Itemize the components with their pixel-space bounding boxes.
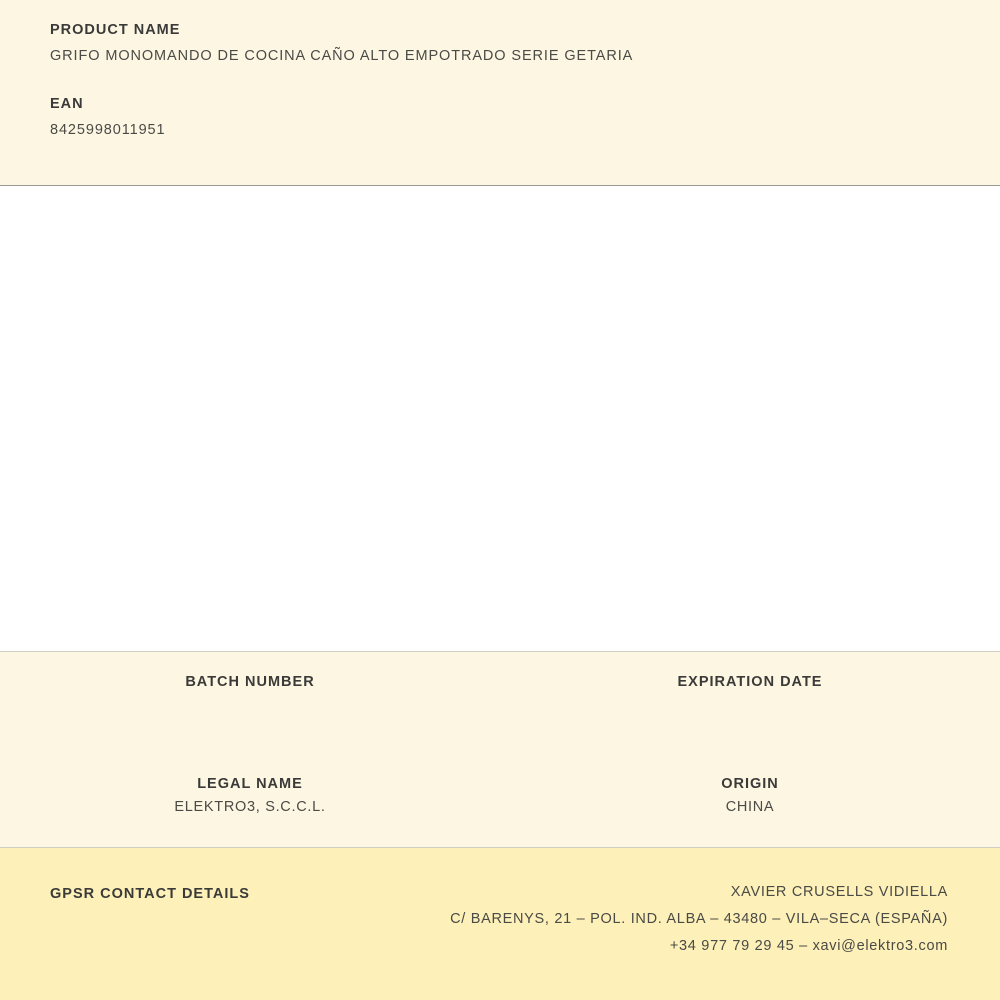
product-identity-block bbox=[0, 0, 1000, 186]
product-name-value: GRIFO MONOMANDO DE COCINA CAÑO ALTO EMPOTRADO SERIE GETARIA bbox=[50, 48, 634, 64]
origin-value: CHINA bbox=[725, 799, 775, 815]
origin-label: ORIGIN bbox=[721, 776, 779, 792]
ean-value: 8425998011951 bbox=[50, 122, 166, 138]
gpsr-contact-lines bbox=[450, 884, 948, 954]
legal-name-cell bbox=[0, 776, 500, 816]
product-image-area bbox=[0, 186, 1000, 652]
spacer bbox=[50, 64, 950, 96]
gpsr-contact-person: XAVIER CRUSELLS VIDIELLA bbox=[730, 884, 948, 900]
details-row-batch bbox=[0, 674, 1000, 714]
expiration-date-label: EXPIRATION DATE bbox=[677, 674, 823, 690]
gpsr-contact-address: C/ BARENYS, 21 – POL. IND. ALBA – 43480 – VILA–SECA (ESPAÑA) bbox=[450, 911, 948, 927]
details-row-legal bbox=[0, 776, 1000, 816]
origin-cell bbox=[500, 776, 1000, 816]
gpsr-footer bbox=[0, 848, 1000, 1000]
batch-number-cell bbox=[0, 674, 500, 714]
batch-number-value bbox=[0, 697, 500, 714]
expiration-date-value bbox=[500, 697, 1000, 714]
gpsr-contact-label: GPSR CONTACT DETAILS bbox=[50, 886, 250, 902]
expiration-date-cell bbox=[500, 674, 1000, 714]
details-spacer bbox=[0, 714, 1000, 776]
product-name-label: PRODUCT NAME bbox=[50, 22, 181, 38]
ean-label: EAN bbox=[50, 96, 84, 112]
legal-name-label: LEGAL NAME bbox=[197, 776, 303, 792]
batch-number-label: BATCH NUMBER bbox=[185, 674, 315, 690]
product-details-block bbox=[0, 652, 1000, 848]
legal-name-value: ELEKTRO3, S.C.C.L. bbox=[174, 799, 326, 815]
gpsr-contact-phone-email: +34 977 79 29 45 – xavi@elektro3.com bbox=[669, 938, 948, 954]
